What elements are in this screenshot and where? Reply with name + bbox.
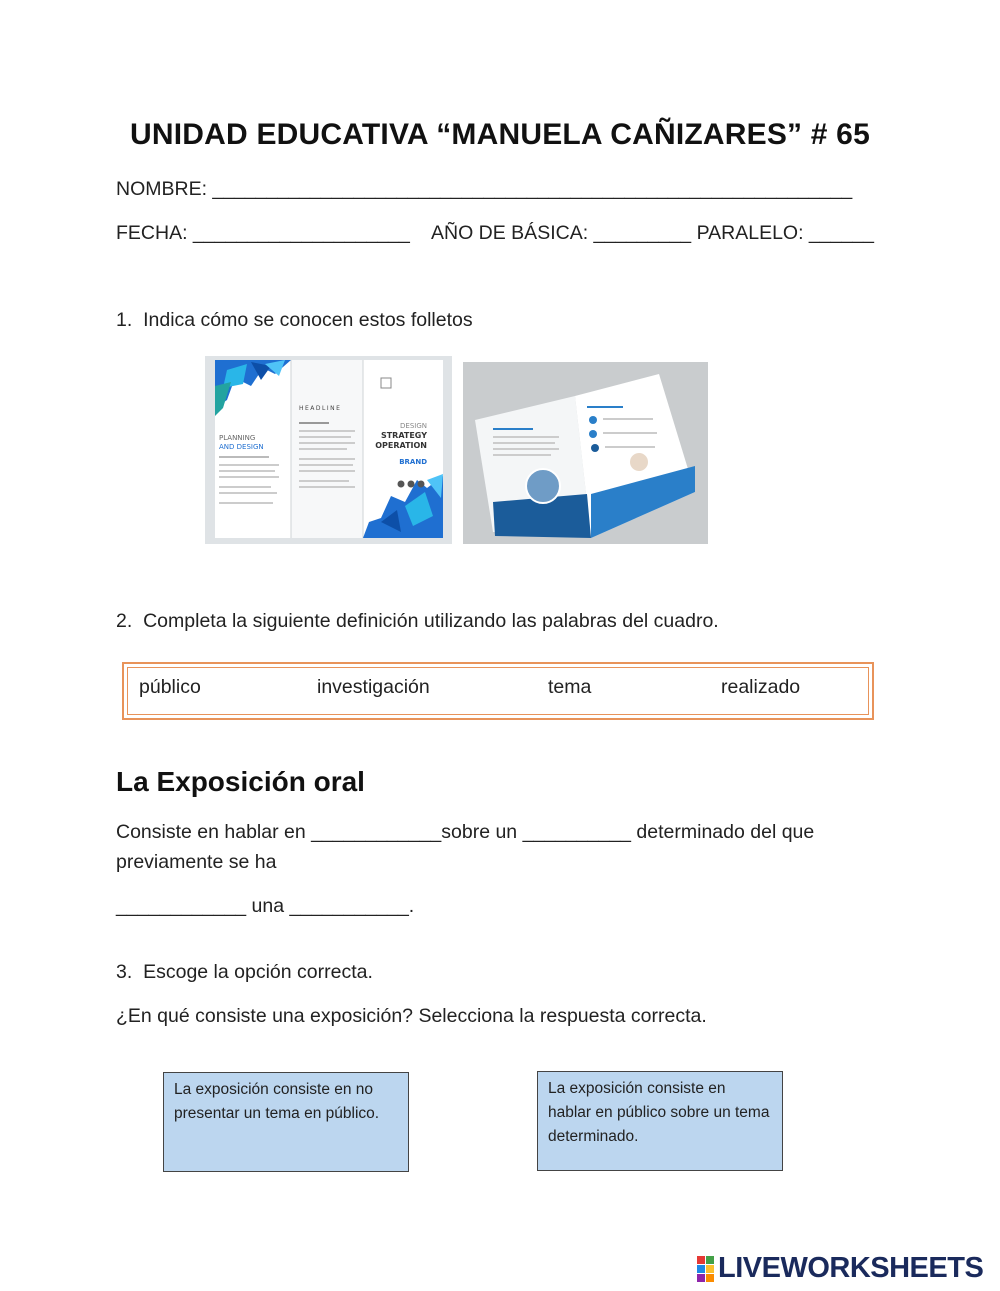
question-3-prompt: ¿En qué consiste una exposición? Selecciona la respuesta correcta.: [116, 1005, 707, 1027]
answer-option-2[interactable]: La exposición consiste en hablar en público sobre un tema determinado.: [537, 1071, 783, 1171]
fill-blank-line-3: ____________ una ___________.: [116, 895, 415, 917]
section-heading: La Exposición oral: [116, 766, 365, 797]
trifold-brochure-image: [205, 356, 452, 544]
answer-option-1[interactable]: La exposición consiste en no presentar un tema en público.: [163, 1072, 409, 1172]
grade-field: AÑO DE BÁSICA: _________ PARALELO: ______: [431, 222, 874, 244]
svg-text:BRAND: BRAND: [399, 458, 427, 466]
word-bank-item: público: [139, 676, 201, 698]
fill-blank-line-2: previamente se ha: [116, 851, 277, 873]
word-bank-item: tema: [548, 676, 592, 698]
trifold-brochure-graphic: [205, 356, 452, 544]
fill-blank-line-1: Consiste en hablar en ____________sobre un __________ determinado del que: [116, 821, 815, 843]
word-bank-item: investigación: [317, 676, 430, 698]
question-3: 3. Escoge la opción correcta.: [116, 961, 373, 983]
svg-text:HEADLINE: HEADLINE: [299, 405, 342, 412]
word-bank-item: realizado: [721, 676, 801, 698]
svg-text:AND DESIGN: AND DESIGN: [219, 443, 264, 451]
bifold-brochure-graphic: [463, 362, 708, 544]
bifold-brochure-image: [463, 362, 708, 544]
question-2: 2. Completa la siguiente definición utilizando las palabras del cuadro.: [116, 610, 719, 632]
svg-text:DESIGN: DESIGN: [400, 422, 427, 430]
trifold-left-heading: PLANNING: [219, 434, 256, 442]
date-field: FECHA: ____________________: [116, 222, 410, 244]
svg-text:OPERATION: OPERATION: [375, 441, 427, 450]
liveworksheets-logo: LIVEWORKSHEETS: [718, 1252, 984, 1284]
name-field: NOMBRE: ___________________________________________________________: [116, 178, 853, 200]
svg-text:STRATEGY: STRATEGY: [380, 431, 427, 440]
page-title: UNIDAD EDUCATIVA “MANUELA CAÑIZARES” # 65: [130, 118, 870, 151]
liveworksheets-logo-icon: [697, 1255, 715, 1283]
question-1: 1. Indica cómo se conocen estos folletos: [116, 309, 473, 331]
